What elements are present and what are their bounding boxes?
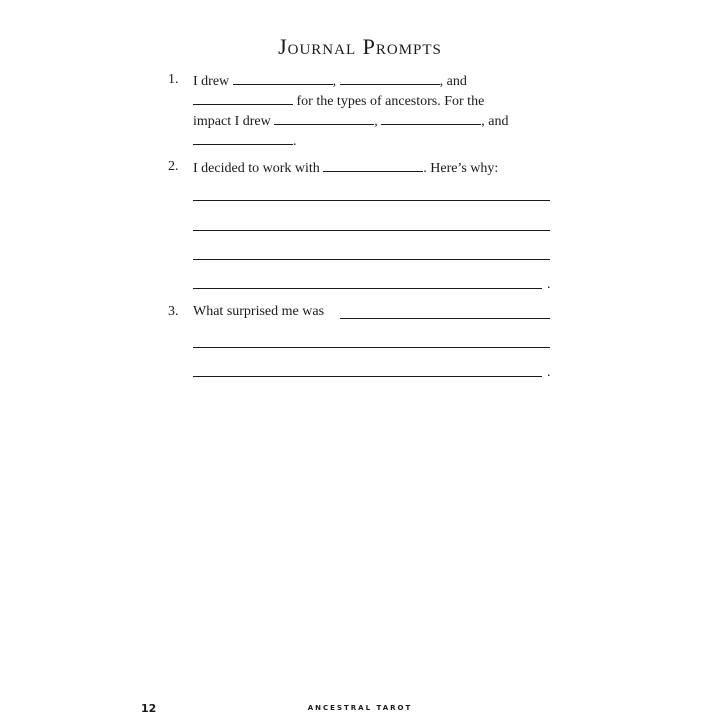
blank-field[interactable] [193, 130, 293, 145]
prompt-1-text-h: . [293, 134, 297, 149]
page-title: Journal Prompts [278, 34, 442, 59]
blank-field[interactable] [340, 70, 440, 85]
prompt-1-line-3 [193, 110, 508, 132]
blank-field[interactable] [233, 70, 333, 85]
blank-field[interactable] [381, 110, 481, 125]
prompt-1-line-2 [193, 90, 484, 112]
prompt-3-end-period: . [547, 365, 551, 380]
page-number: 12 [141, 702, 157, 715]
prompt-3-line-1 [193, 302, 324, 322]
prompt-1-text-a: I drew [193, 74, 230, 89]
prompt-2-end-period: . [547, 277, 551, 292]
blank-field[interactable] [193, 90, 293, 105]
prompt-2-line-1 [193, 157, 498, 179]
prompt-2-text-b: . Here’s why: [423, 161, 499, 176]
prompt-1-text-f: , [374, 114, 378, 129]
answer-line[interactable] [193, 230, 550, 231]
prompt-1-text-g: , and [481, 114, 509, 129]
prompt-1-text-b: , [332, 74, 337, 89]
prompt-1-number: 1. [168, 72, 179, 87]
answer-line[interactable] [193, 288, 542, 289]
prompt-3-number: 3. [168, 304, 179, 319]
answer-line[interactable] [193, 376, 542, 377]
blank-field[interactable] [323, 157, 423, 172]
running-footer-title: ANCESTRAL TAROT [307, 704, 413, 712]
prompt-1-text-c: , and [439, 74, 467, 89]
prompt-2-text-a: I decided to work with [193, 161, 320, 176]
answer-line[interactable] [340, 318, 550, 319]
answer-line[interactable] [193, 259, 550, 260]
answer-line[interactable] [193, 200, 550, 201]
prompt-1-line-4 [193, 130, 297, 152]
blank-field[interactable] [274, 110, 374, 125]
prompt-1-text-e: impact I drew [193, 114, 271, 129]
prompt-3-text-a: What surprised me was [193, 304, 325, 319]
prompt-1-line-1 [193, 70, 467, 92]
prompt-2-number: 2. [168, 159, 179, 174]
answer-line[interactable] [193, 347, 550, 348]
prompt-1-text-d: for the types of ancestors. For the [296, 94, 485, 109]
